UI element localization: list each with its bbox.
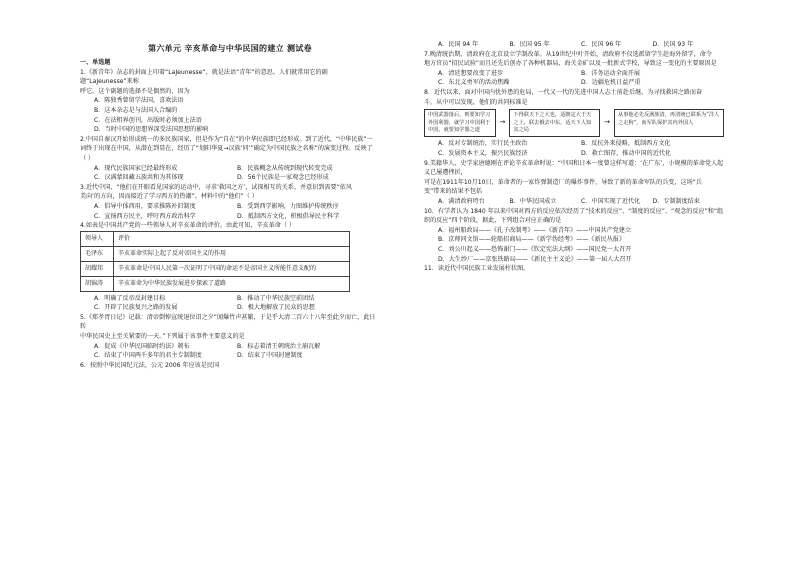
question-3-options-row-1: [80, 202, 380, 212]
question-2-options-row-2: [80, 173, 380, 183]
question-7-options-row-2: [424, 78, 724, 88]
question-10-option-b: B．京师同文馆——轮船招商局——《新学伪经考》——《新民丛报》: [438, 236, 625, 244]
evaluation-table: [80, 231, 350, 292]
question-10-line-1: 10．有学者认为 1840 年以来中国对西方的反应依次经历了“技术的反应”、“制度的反应”、“观念的反应”和“组: [424, 207, 724, 215]
table-header-row: [81, 231, 350, 246]
question-4-option-b: B．推动了中华民族空前团结: [237, 294, 315, 302]
question-4-options-row-2: [80, 303, 380, 313]
question-4-option-c: C．开辟了民族复兴之路的发展: [94, 304, 178, 312]
question-9-option-b: B．中华民国成立: [509, 197, 557, 205]
question-8-option-c: C．发展资本主义，振兴民族经济: [438, 149, 528, 157]
question-4-options-row-1: [80, 294, 380, 304]
question-1-line-1: 1.《新青年》杂志的封面上印着“LaJeunesse”，就是法语“青年”的意思。人们就常用它的副题“LaJeunesse”来称: [80, 68, 328, 86]
question-5-options-row-2: [80, 351, 380, 361]
question-11-stem: 11．读近代中国民族工业发展柱状图。: [424, 265, 530, 273]
question-3-option-a: A．倡导中体西用，要求推陈补旧制度: [94, 202, 196, 210]
table-cell-evaluation: 辛亥革命实际上起了反对帝国主义的作用: [114, 246, 350, 261]
question-6-option-c: C．民国 96 年: [581, 41, 622, 48]
question-3-option-c: C．宣扬西方民主，呼吁西方政治科学: [94, 212, 196, 220]
question-3-line-1: 3.近代中国，“他们在开眼看见国家的运动中，寻求‘救国之方’，试探相互的关系，并意识到需要“依风: [80, 183, 352, 191]
question-7-line-2: 地方官员“招民试验”而且还先后创办了各种机器局、海关金矿以及一批新式学校，导致这一变化的主要原因是: [424, 60, 717, 68]
left-column: [80, 58, 380, 370]
table-header-leader: 领导人: [81, 231, 114, 246]
question-2-option-a: A．现代民族国家已经最终形成: [94, 164, 178, 172]
question-5-options-row-1: [80, 342, 380, 352]
arrow-right-icon: →: [499, 118, 506, 127]
question-6-option-a: A．民国 94 年: [438, 41, 479, 48]
question-7-option-d: D．边疆危机日益严重: [581, 79, 641, 87]
question-6-stem: 6．按照中华民国纪元法，公元 2006 年应该是民国: [80, 361, 220, 369]
page-title: 第六单元 辛亥革命与中华民国的建立 测试卷: [148, 44, 312, 53]
quote-boxes: [424, 109, 724, 137]
question-5-line-1: 5.《郑孝胥日记》记载：清帝倒悼宣统退位诏之夕”闻爆竹声甚繁，于是乎大清二百六十八年至此夕而亡，此日转: [80, 313, 376, 331]
question-9-option-c: C．中国实现了近代化: [581, 197, 641, 205]
question-3-options-row-2: [80, 212, 380, 222]
question-8-line-2: 斗。从中可以发现，他们的共同标准是: [424, 98, 528, 106]
question-9-options: [424, 197, 724, 207]
table-row: [81, 261, 350, 276]
question-4-stem: 4.如表是中国共产党的一些领导人对辛亥革命的评价。由此可知，辛亥革命（ ）: [80, 222, 295, 230]
quote-box-1: 中国武器落后，则要知学习外国利器，就学习中国利于中国，就要知学器之道: [424, 109, 496, 137]
question-2-line-1: 2.中国自秦汉开始形成统一的多民族国家，但是作为“自在”的中华民族即已经形成。到了近代，“中华民族”一: [80, 135, 373, 143]
arrow-right-icon: →: [604, 118, 610, 127]
question-7-option-b: B．洋务运动全面开展: [581, 69, 641, 77]
question-5-option-c: C．结束了中国两千多年的君主专制制度: [94, 352, 202, 360]
section-heading: 一、单选题: [80, 59, 111, 66]
question-5-option-d: D．结束了中国封建制度: [237, 352, 303, 360]
question-1-option-c: C．在法租界创刊，出版时必须加上法语: [94, 116, 202, 124]
question-5-option-a: A．促成《中华民国临时约法》颁布: [94, 342, 190, 350]
question-1-option-d: D．当时中国的思想界深受法国思想的影响: [94, 126, 209, 134]
question-3-line-2: 美向’的方向，因而接近了学习西方的热潮”。材料中的“他们”（ ）: [80, 193, 258, 201]
question-7-line-1: 7.晚清统治期，清政府在北京设立学制改革。从19世纪中叶开始，清政府不仅选派留学生赴海外留学，命令: [424, 50, 712, 58]
table-cell-leader: 毛泽东: [81, 246, 114, 261]
question-10-line-2: 织的反应”四个阶段，据此，下列组合对应正确的是: [424, 217, 562, 225]
table-cell-evaluation: 辛亥革命是中国人民第一次证明了中国的命运不是帝国主义所能任意支配的: [114, 261, 350, 276]
question-9-option-d: D．专制制度结束: [652, 197, 700, 205]
question-10-option-a: A．福州船政局——《孔子改制考》——《新青年》——中国共产党建立: [438, 226, 632, 234]
question-9-line-1: 9.美籍华人、史学家唐德刚在评论辛亥革命时说：“中国和日本一度曾这样写道：‘在广东’，小规模的革命党人起义已屡遭挫折，: [424, 159, 724, 177]
question-3-option-b: B．受到西学影响，力图维护传统秩序: [237, 202, 339, 210]
question-7-option-a: A．清廷想要改变了进步: [438, 69, 504, 77]
table-header-evaluation: 评价: [114, 231, 350, 246]
question-2-options-row-1: [80, 164, 380, 174]
table-cell-leader: 胡锦涛: [81, 276, 114, 291]
question-9-line-3: 变”带来的结果不包括: [424, 188, 483, 196]
question-2-option-d: D．56个民族是一家观念已经形成: [237, 174, 329, 182]
quote-box-3: 从事他必先反满族清，再清统已联系为“洋人之走狗”，而军队保护其内外国人: [614, 109, 724, 137]
question-8-option-a: A．反对专制统治，实行民主政治: [438, 140, 528, 148]
table-row: [81, 276, 350, 291]
table-row: [81, 246, 350, 261]
question-1-option-a: A．陈独秀曾留学法国，喜欢法语: [94, 97, 184, 105]
question-6-options: [424, 40, 724, 50]
question-1-line-2: 呼它。这个副题的选择不是偶然的，因为: [80, 87, 190, 95]
question-10-option-c: C．刘公川起义——恐怖谢门——《钦定宪法大纲》——国民党一大召开: [438, 245, 632, 253]
question-6-option-b: B．民国 95 年: [509, 41, 550, 48]
question-2-option-b: B．民族概念从传统到现代转变完成: [237, 164, 333, 172]
question-8-option-b: B．反抗外来侵略，抵制西方文化: [581, 140, 671, 148]
question-8-options-row-2: [424, 149, 724, 159]
question-1-option-b: B．这本杂志是与法国人合编的: [94, 106, 178, 114]
question-5-option-b: B．标志着清王朝统治土崩瓦解: [237, 342, 321, 350]
question-8-line-1: 8．近代以来，面对中国内忧外患的危局，一代又一代的先进中国人志士前赴后继，为寻找救国之路而奋: [424, 88, 703, 96]
question-8-options-row-1: [424, 139, 724, 149]
table-cell-leader: 胡耀邦: [81, 261, 114, 276]
question-2-option-c: C．汉满蒙回藏五族共和为其体现: [94, 174, 184, 182]
question-2-line-2: 词终于出现在中国，从潜在到显在，经历了“划阳华夏→汉族‘同’”确定为中国民族之名称”的演变过程。反映了: [80, 145, 373, 153]
question-9-line-2: 可是在1911年10月10日，革命者的一家炸弹制造厂的爆炸事件，导致了新的革命军队的兵变，这场“兵: [424, 178, 702, 186]
question-8-option-d: D．救亡图存，推动中国的近代化: [581, 149, 672, 157]
quote-box-2: 下得联天下之大也，适朝定大于天之上，联去俄去中东，适天下人知其之局: [509, 109, 600, 137]
table-cell-evaluation: 辛亥革命为中华民族发展进步探索了道路: [114, 276, 350, 291]
question-7-options-row-1: [424, 69, 724, 79]
question-10-option-d: D．大生纱厂——京张铁路局——《新民主主义论》——第一届人大召开: [438, 255, 632, 263]
question-9-option-a: A．满清政府垮台: [438, 197, 485, 205]
right-column: [424, 40, 724, 274]
question-6-option-d: D．民国 93 年: [652, 41, 694, 48]
question-4-option-a: A．明确了反帝反封建目标: [94, 294, 166, 302]
question-5-line-2: 中华民国史上至关紧要的一天。”下列属于该事件主要意义的是: [80, 333, 245, 341]
question-7-option-c: C．东北义勇军的活动焦躁: [438, 79, 510, 87]
question-3-option-d: D．抵制西方文化，积极倡导民主科学: [237, 212, 340, 220]
question-2-line-3: （ ）: [80, 154, 95, 162]
question-4-option-d: D．极大地解放了民众的思想: [237, 304, 315, 312]
